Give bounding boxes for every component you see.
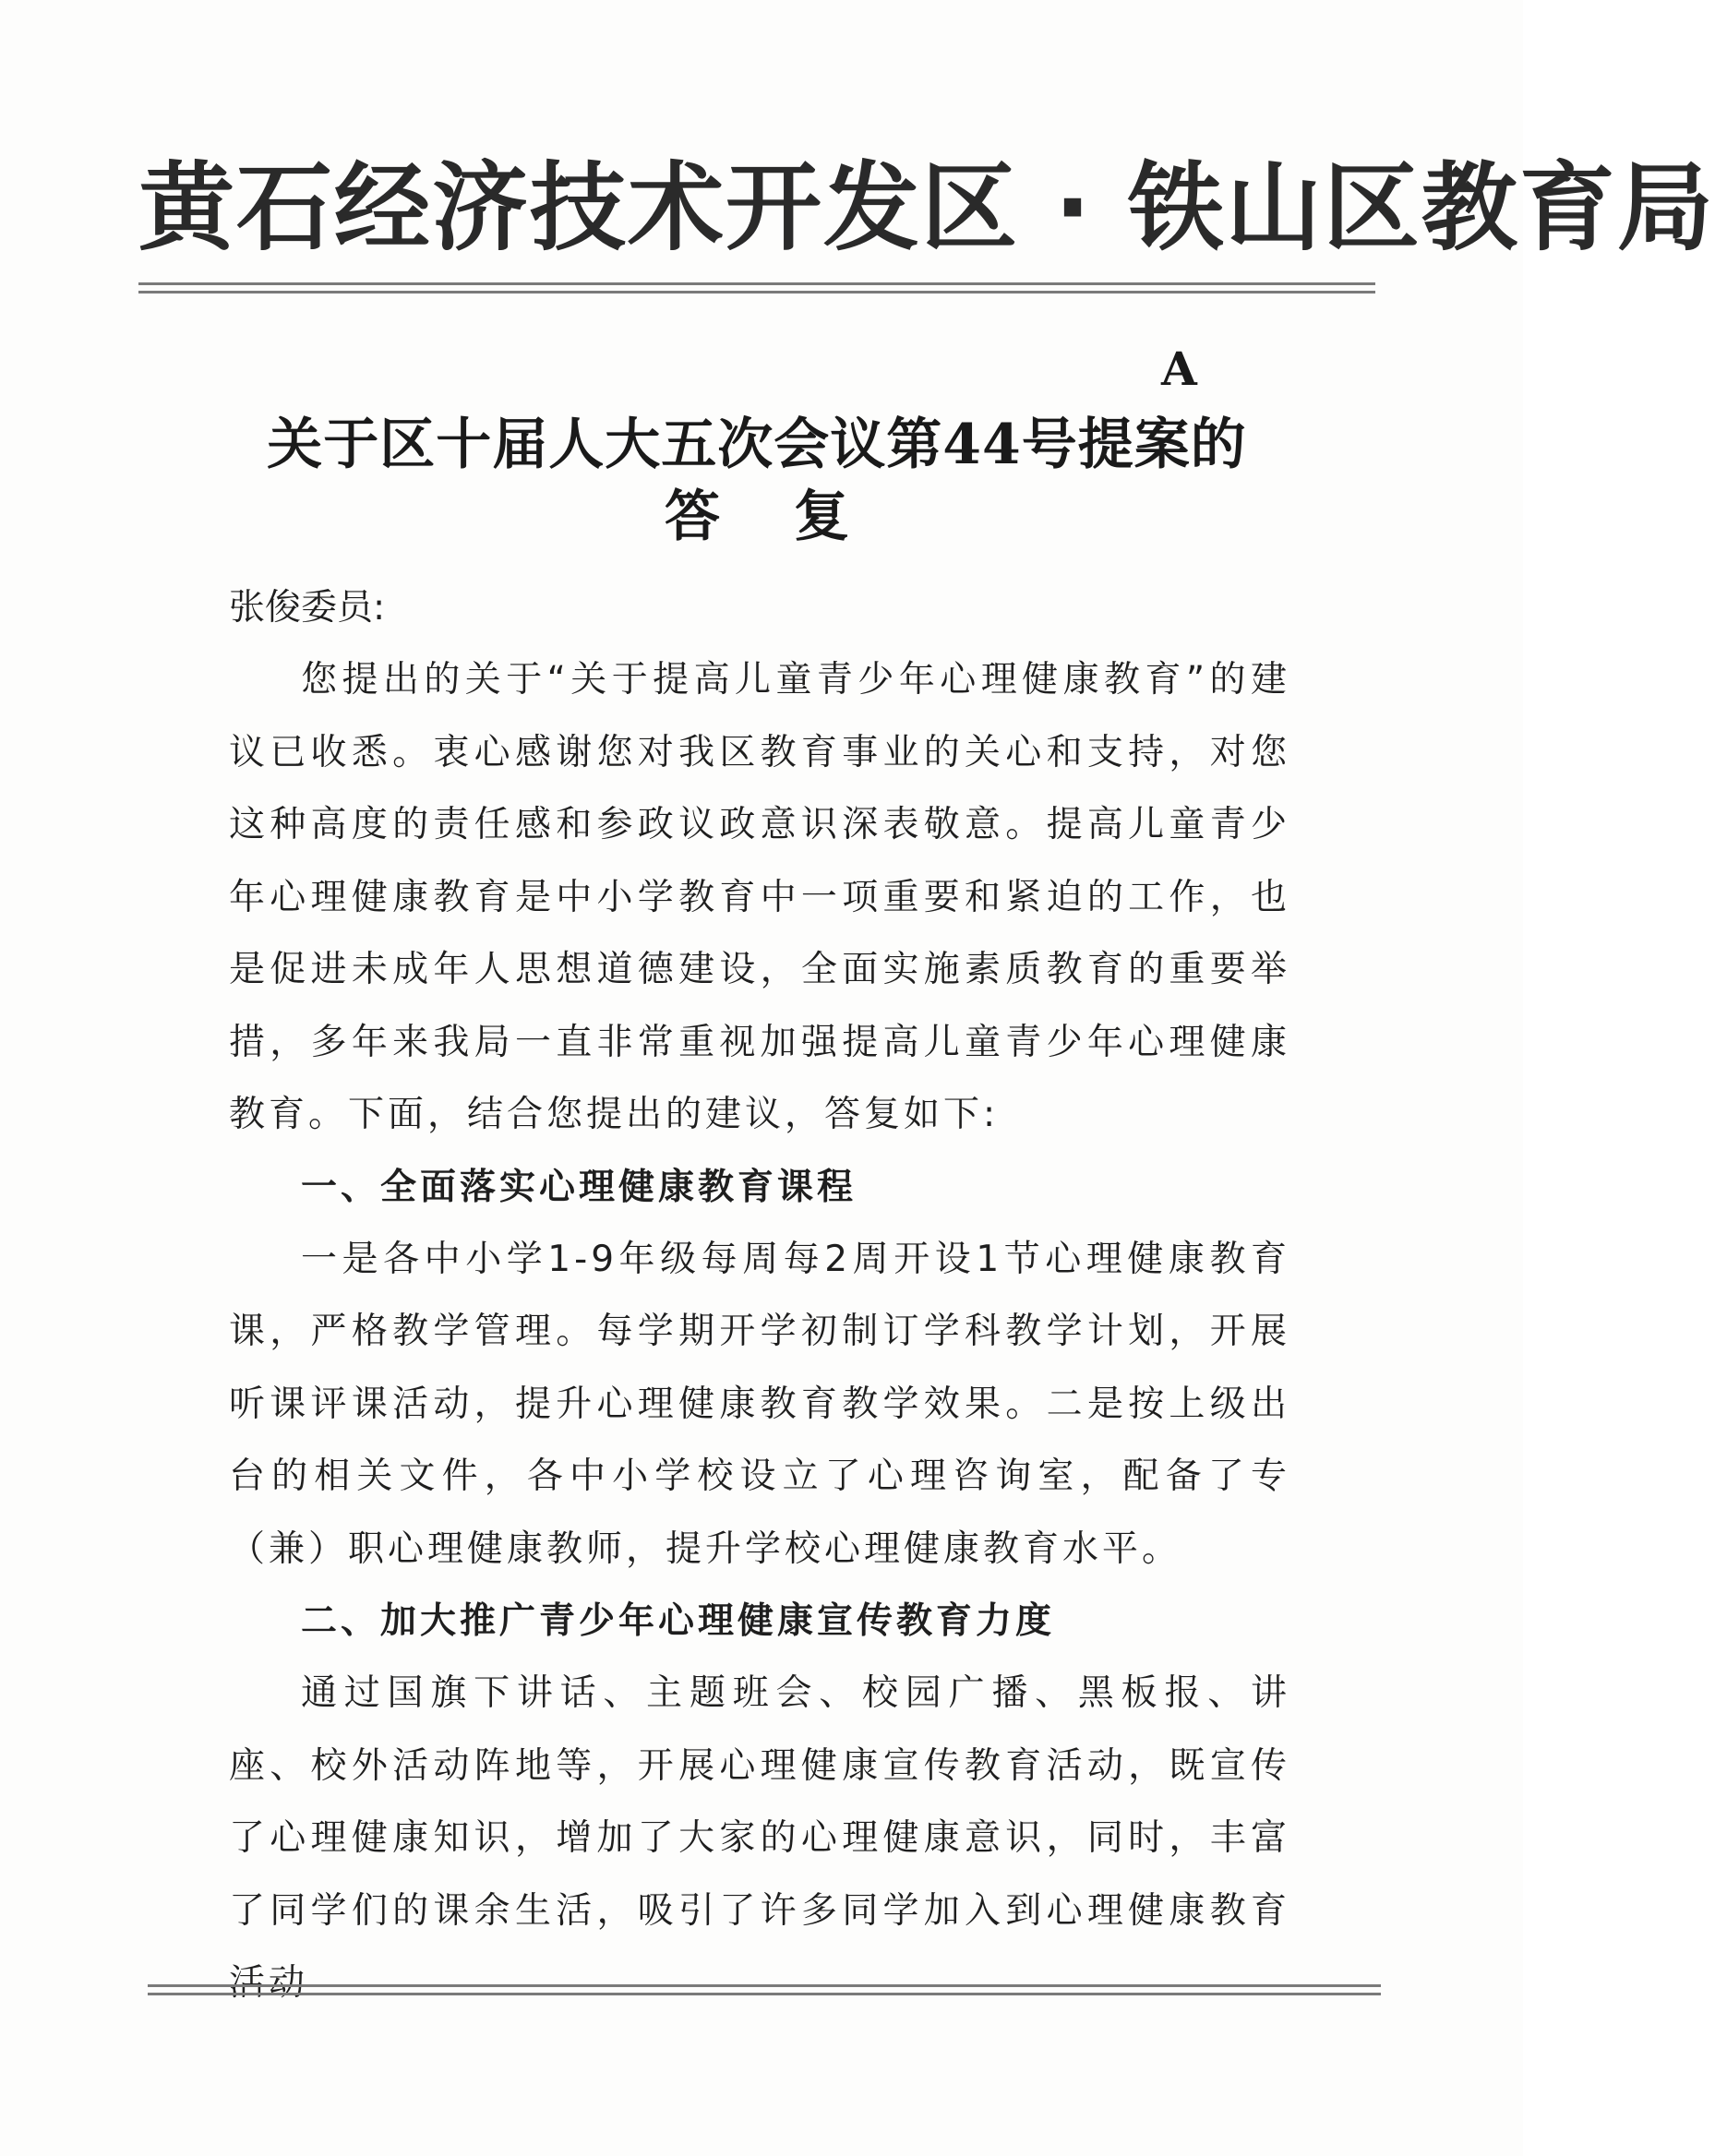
section-1-heading: 一、全面落实心理健康教育课程 [301, 1166, 858, 1208]
section-2-heading: 二、加大推广青少年心理健康宣传教育力度 [301, 1600, 1056, 1642]
section-1-paragraph: 一是各中小学1-9年级每周每2周开设1节心理健康教育课，严格教学管理。每学期开学初制订学科教学计划，开展听课评课活动，提升心理健康教育教学效果。二是按上级出台的相关文件，各中小学校设立了心理咨询室，配备了专（兼）职心理健康教师，提升学校心理健康教育水平。 [229, 1238, 1290, 1570]
letterhead-title: 黄石经济技术开发区 · 铁山区教育局 [138, 151, 1715, 264]
intro-paragraph: 您提出的关于“关于提高儿童青少年心理健康教育”的建议已收悉。衷心感谢您对我区教育事业的关心和支持，对您这种高度的责任感和参政议政意识深表敬意。提高儿童青少年心理健康教育是中小学教育中一项重要和紧迫的工作，也是促进未成年人思想道德建设，全面实施素质教育的重要举措，多年来我局一直非常重视加强提高儿童青少年心理健康教育。下面，结合您提出的建议，答复如下: [229, 659, 1290, 1135]
document-title-line-1: 关于区十届人大五次会议第44号提案的 [267, 413, 1247, 477]
document-title-line-2: 答复 [665, 485, 923, 549]
document-mark: A [1161, 341, 1197, 396]
salutation: 张俊委员: [229, 587, 386, 629]
section-2-paragraph: 通过国旗下讲话、主题班会、校园广播、黑板报、讲座、校外活动阵地等，开展心理健康宣传教育活动，既宣传了心理健康知识，增加了大家的心理健康意识，同时，丰富了同学们的课余生活，吸引了许多同学加入到心理健康教育活动 [229, 1672, 1290, 2004]
footer-double-rule [148, 1984, 1381, 1995]
document-body [229, 572, 1290, 2020]
letterhead-double-rule [138, 282, 1375, 293]
